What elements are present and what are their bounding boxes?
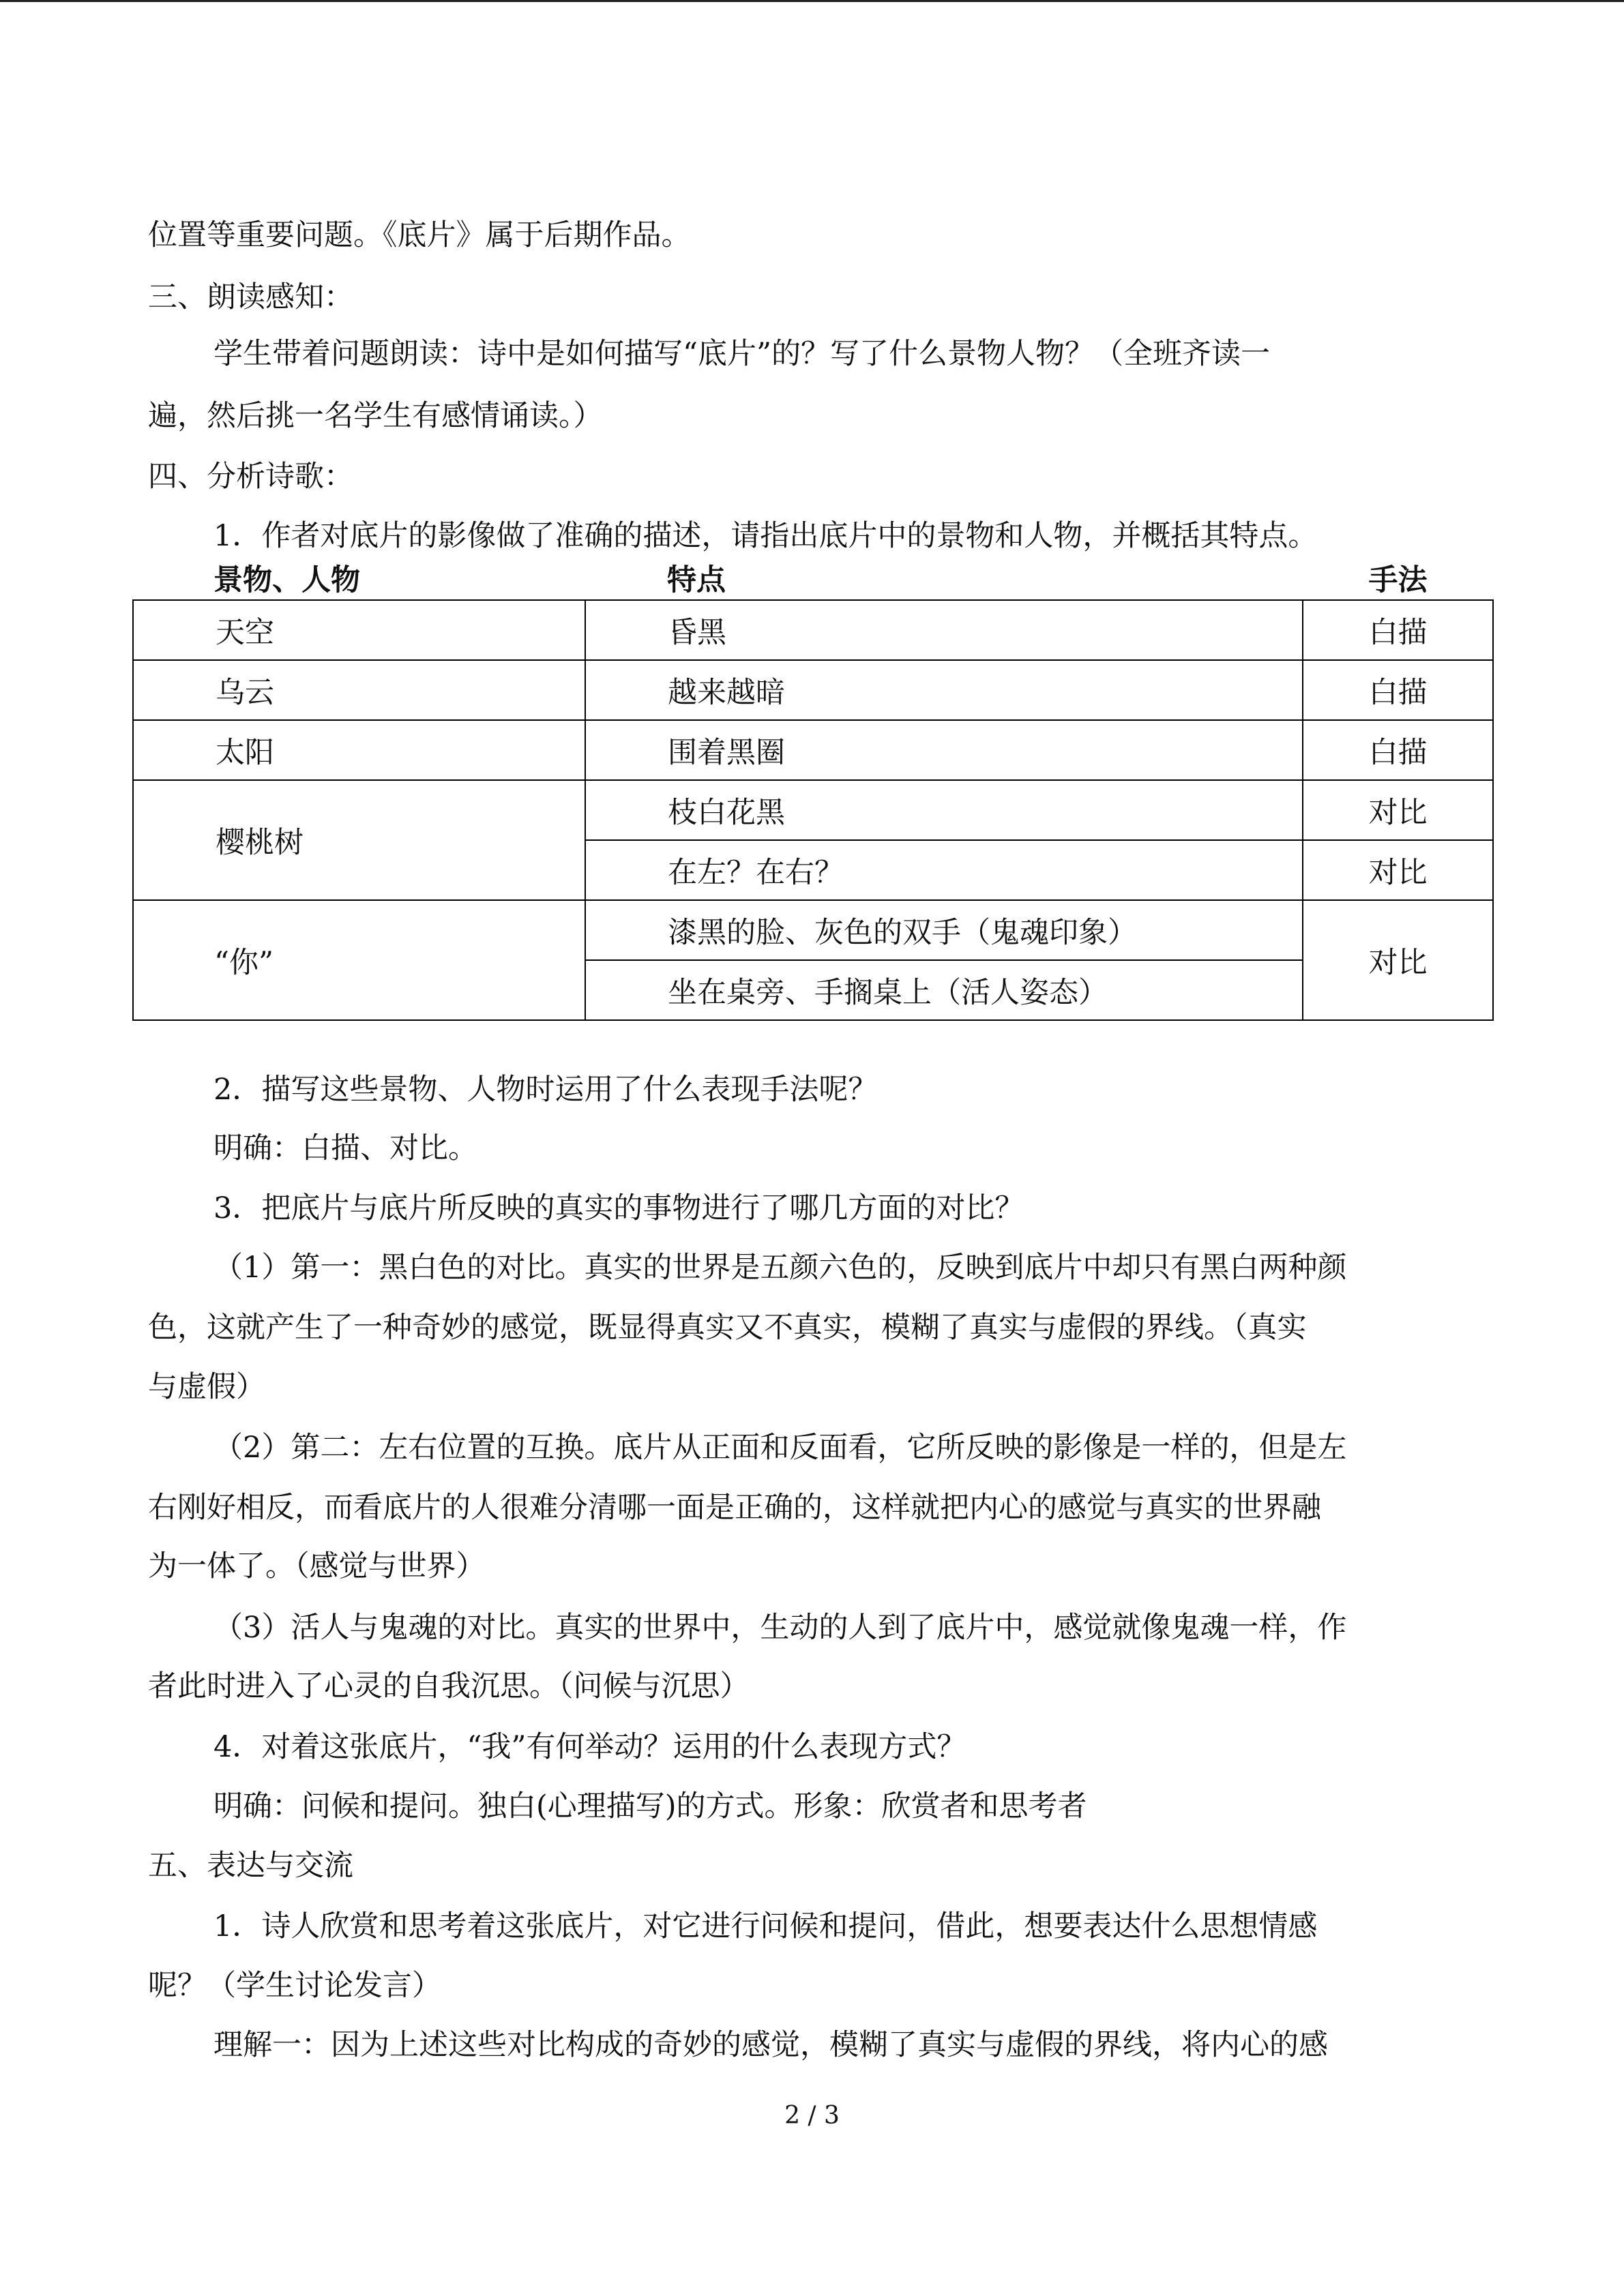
- question-line: 2．描写这些景物、人物时运用了什么表现手法呢？: [213, 1073, 878, 1107]
- header-method: 手法: [1368, 563, 1428, 597]
- cell-feature: 在左？在右？: [585, 840, 1303, 900]
- text-line: 呢？（学生讨论发言）: [148, 1969, 441, 2003]
- text-line: （3）活人与鬼魂的对比。真实的世界中，生动的人到了底片中，感觉就像鬼魂一样，作: [213, 1611, 1347, 1645]
- table-row: [133, 660, 1493, 720]
- cell-object: 太阳: [133, 720, 585, 780]
- text-line: 者此时进入了心灵的自我沉思。（问候与沉思）: [148, 1669, 750, 1703]
- features-table: [132, 556, 1494, 1021]
- question-line: 1．作者对底片的影像做了准确的描述，请指出底片中的景物和人物，并概括其特点。: [213, 519, 1318, 553]
- text-line: 学生带着问题朗读：诗中是如何描写“底片”的？写了什么景物人物？（全班齐读一: [213, 337, 1270, 371]
- text-line: 位置等重要问题。《底片》属于后期作品。: [148, 218, 691, 252]
- cell-method: 白描: [1303, 660, 1493, 720]
- text-line: 右刚好相反，而看底片的人很难分清哪一面是正确的，这样就把内心的感觉与真实的世界融: [148, 1491, 1321, 1525]
- cell-feature: 昏黑: [585, 600, 1303, 660]
- question-line: 3．把底片与底片所反映的真实的事物进行了哪几方面的对比？: [213, 1191, 1024, 1225]
- answer-line: 明确：白描、对比。: [213, 1131, 477, 1165]
- header-feature: 特点: [667, 563, 726, 597]
- header-object: 景物、人物: [213, 563, 360, 597]
- cell-feature: 枝白花黑: [585, 780, 1303, 840]
- text-line: （2）第二：左右位置的互换。底片从正面和反面看，它所反映的影像是一样的，但是左: [213, 1431, 1347, 1465]
- cell-object: “你”: [133, 900, 585, 1020]
- page-number: 2 / 3: [784, 2102, 840, 2130]
- table-row: [133, 900, 1493, 960]
- cell-method: 对比: [1303, 900, 1493, 1020]
- cell-feature: 越来越暗: [585, 660, 1303, 720]
- table-row: [133, 780, 1493, 840]
- question-line: 1．诗人欣赏和思考着这张底片，对它进行问候和提问，借此，想要表达什么思想情感: [213, 1909, 1318, 1943]
- cell-feature: 围着黑圈: [585, 720, 1303, 780]
- cell-method: 白描: [1303, 720, 1493, 780]
- text-line: 为一体了。（感觉与世界）: [148, 1549, 486, 1583]
- cell-object: 天空: [133, 600, 585, 660]
- table-header-row: [133, 556, 1493, 600]
- section-heading: 三、朗读感知：: [148, 280, 353, 314]
- cell-method: 对比: [1303, 840, 1493, 900]
- text-line: 与虚假）: [148, 1370, 265, 1404]
- answer-line: 明确：问候和提问。独白(心理描写)的方式。形象：欣赏者和思考者: [213, 1789, 1087, 1823]
- text-line: （1）第一：黑白色的对比。真实的世界是五颜六色的，反映到底片中却只有黑白两种颜: [213, 1251, 1347, 1285]
- question-line: 4．对着这张底片，“我”有何举动？运用的什么表现方式？: [213, 1730, 966, 1764]
- text-line: 色，这就产生了一种奇妙的感觉，既显得真实又不真实，模糊了真实与虚假的界线。（真实: [148, 1311, 1307, 1345]
- cell-method: 对比: [1303, 780, 1493, 840]
- table-row: [133, 720, 1493, 780]
- cell-feature: 坐在桌旁、手搁桌上（活人姿态）: [585, 960, 1303, 1020]
- section-heading: 五、表达与交流: [148, 1849, 353, 1883]
- section-heading: 四、分析诗歌：: [148, 460, 353, 494]
- table-row: [133, 600, 1493, 660]
- cell-feature: 漆黑的脸、灰色的双手（鬼魂印象）: [585, 900, 1303, 960]
- cell-method: 白描: [1303, 600, 1493, 660]
- text-line: 遍，然后挑一名学生有感情诵读。）: [148, 399, 603, 433]
- page-top-border: [0, 0, 1624, 2]
- cell-object: 乌云: [133, 660, 585, 720]
- cell-object: 樱桃树: [133, 780, 585, 900]
- text-line: 理解一：因为上述这些对比构成的奇妙的感觉，模糊了真实与虚假的界线，将内心的感: [213, 2028, 1328, 2062]
